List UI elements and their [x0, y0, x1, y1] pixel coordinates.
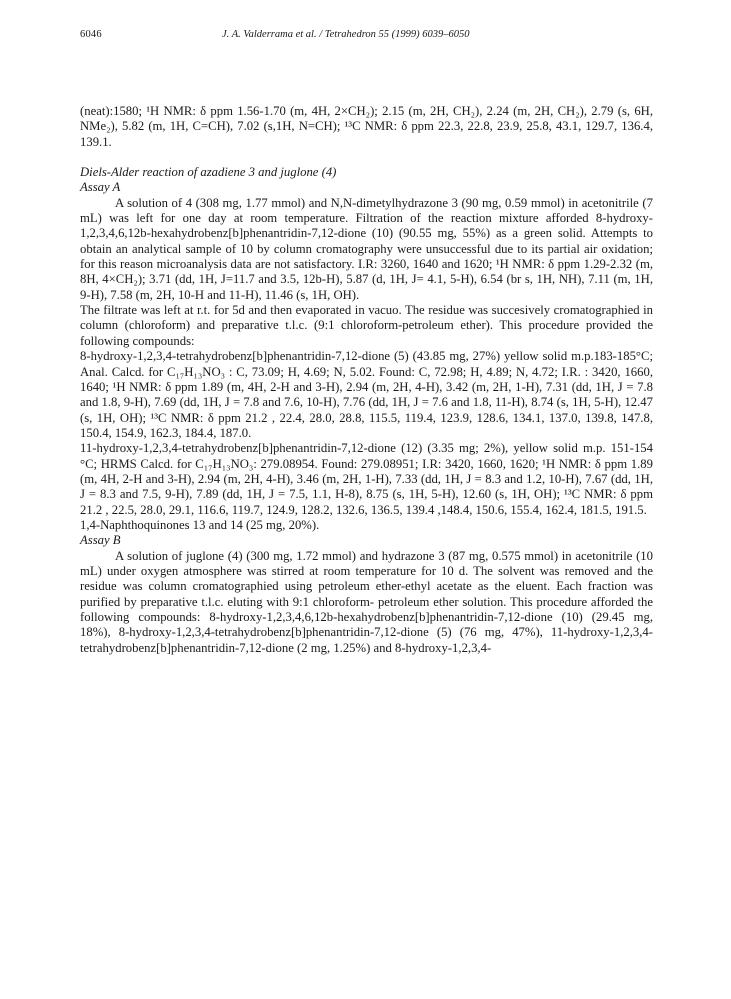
page-number: 6046 [80, 29, 102, 40]
assay-b-label: Assay B [80, 533, 121, 548]
paragraph-assay-a: A solution of 4 (308 mg, 1.77 mmol) and N,N-dimetylhydrazone 3 (90 mg, 0.59 mmol) in acetonitrile (7 mL) was left for one day at room temperature. Filtration of the reaction mixture afforded 8-hydroxy-1,2,3,4,6,12b-hexahydrobenz[b]phenantridin-7,12-dione (10) (90.55 mg, 55%) as a green solid. Attempts to obtain an analytical sample of 10 by column cromatography were unsuccessful due to its partial air oxidation; for this reason microanalysis data are not satisfactory. I.R: 3260, 1640 and 1620; ¹H NMR: δ ppm 1.29-2.32 (m, 8H, 4×CH₂); 3.71 (dd, 1H, J=11.7 and 3.5, 12b-H), 5.87 (d, 1H, J= 4.1, 5-H), 6.54 (br s, 1H, NH), 7.11 (m, 1H, 9-H), 7.58 (m, 2H, 10-H and 11-H), 11.46 (s, 1H, OH). [80, 195, 653, 302]
paragraph-compound-5: 8-hydroxy-1,2,3,4-tetrahydrobenz[b]phenantridin-7,12-dione (5) (43.85 mg, 27%) yellow solid m.p.183-185°C; Anal. Calcd. for C₁₇H₁₃NO₃ : C, 73.09; H, 4.69; N, 5.02. Found: C, 72.98; H, 4.89; N, 4.72; I.R. : 3420, 1660, 1640; ¹H NMR: δ ppm 1.89 (m, 4H, 2-H and 3-H), 2.94 (m, 2H, 4-H), 3.42 (m, 2H, 1-H), 7.31 (dd, 1H, J = 7.8 and 1.8, 9-H), 7.69 (dd, 1H, J = 7.8 and 7.6, 10-H), 7.76 (dd, 1H, J = 7.6 and 1.8, 11-H), 8.74 (s, 1H, 5-H), 12.47 (s, 1H, OH); ¹³C NMR: δ ppm 21.2 , 22.4, 28.0, 28.8, 115.5, 119.4, 123.9, 128.6, 134.1, 137.0, 139.8, 147.8, 150.4, 154.9, 162.3, 184.4, 187.0. [80, 349, 653, 440]
article-body [80, 104, 653, 656]
paragraph-assay-b: A solution of juglone (4) (300 mg, 1.72 mmol) and hydrazone 3 (87 mg, 0.575 mmol) in acetonitrile (10 mL) under oxygen atmosphere was stirred at room temperature for 10 d. The solvent was removed and the residue was column cromatographied using petroleum ether-ethyl acetate as the eluent. Each fraction was purified by preparative t.l.c. eluting with 9:1 chloroform- petroleum ether solution. This procedure afforded the following compounds: 8-hydroxy-1,2,3,4,6,12b-hexahydrobenz[b]phenantridin-7,12-dione (10) (29.45 mg, 18%), 8-hydroxy-1,2,3,4-tetrahydrobenz[b]phenantridin-7,12-dione (5) (76 mg, 47%), 11-hydroxy-1,2,3,4-tetrahydrobenz[b]phenantridin-7,12-dione (2 mg, 1.25%) and 8-hydroxy-1,2,3,4- [80, 548, 653, 655]
paragraph-filtrate: The filtrate was left at r.t. for 5d and then evaporated in vacuo. The residue was succesively cromatographied in column (chloroform) and preparative t.l.c. (9:1 chloroform-petroleum ether). This procedure provided the following compounds: [80, 303, 653, 348]
paragraph-naphthoquinones: 1,4-Naphthoquinones 13 and 14 (25 mg, 20%). [80, 517, 320, 532]
page-header [0, 0, 731, 40]
assay-a-label: Assay A [80, 180, 121, 195]
paragraph-compound-12: 11-hydroxy-1,2,3,4-tetrahydrobenz[b]phenantridin-7,12-dione (12) (3.35 mg; 2%), yellow solid m.p. 151-154 °C; HRMS Calcd. for C₁₇H₁₃NO₃: 279.08954. Found: 279.08951; I.R: 3420, 1660, 1620; ¹H NMR: δ ppm 1.89 (m, 4H, 2-H and 3-H), 2.94 (m, 2H, 4-H), 3.46 (m, 2H, 1-H), 7.33 (dd, 1H, J = 8.3 and 1.2, 10-H), 7.67 (dd, 1H, J = 8.3 and 7.5, 9-H), 7.89 (dd, 1H, J = 7.5, 1.1, H-8), 8.75 (s, 1H, 5-H), 12.60 (s, 1H, OH); ¹³C NMR: δ ppm 21.2 , 22.5, 28.0, 29.1, 116.6, 119.7, 124.9, 128.2, 132.6, 136.5, 139.4 ,148.4, 150.6, 155.4, 162.4, 181.5, 191.5. [80, 441, 653, 517]
paragraph-spectral-data: (neat):1580; ¹H NMR: δ ppm 1.56-1.70 (m, 4H, 2×CH₂); 2.15 (m, 2H, CH₂), 2.24 (m, 2H, CH₂), 2.79 (s, 6H, NMe₂), 5.82 (m, 1H, C=CH), 7.02 (s,1H, N=CH); ¹³C NMR: δ ppm 22.3, 22.8, 23.9, 25.8, 43.1, 129.7, 136.4, 139.1. [80, 104, 653, 149]
running-head: J. A. Valderrama et al. / Tetrahedron 55 (1999) 6039–6050 [222, 29, 470, 40]
section-heading: Diels-Alder reaction of azadiene 3 and juglone (4) [80, 165, 337, 180]
paragraph-gap [80, 150, 653, 165]
